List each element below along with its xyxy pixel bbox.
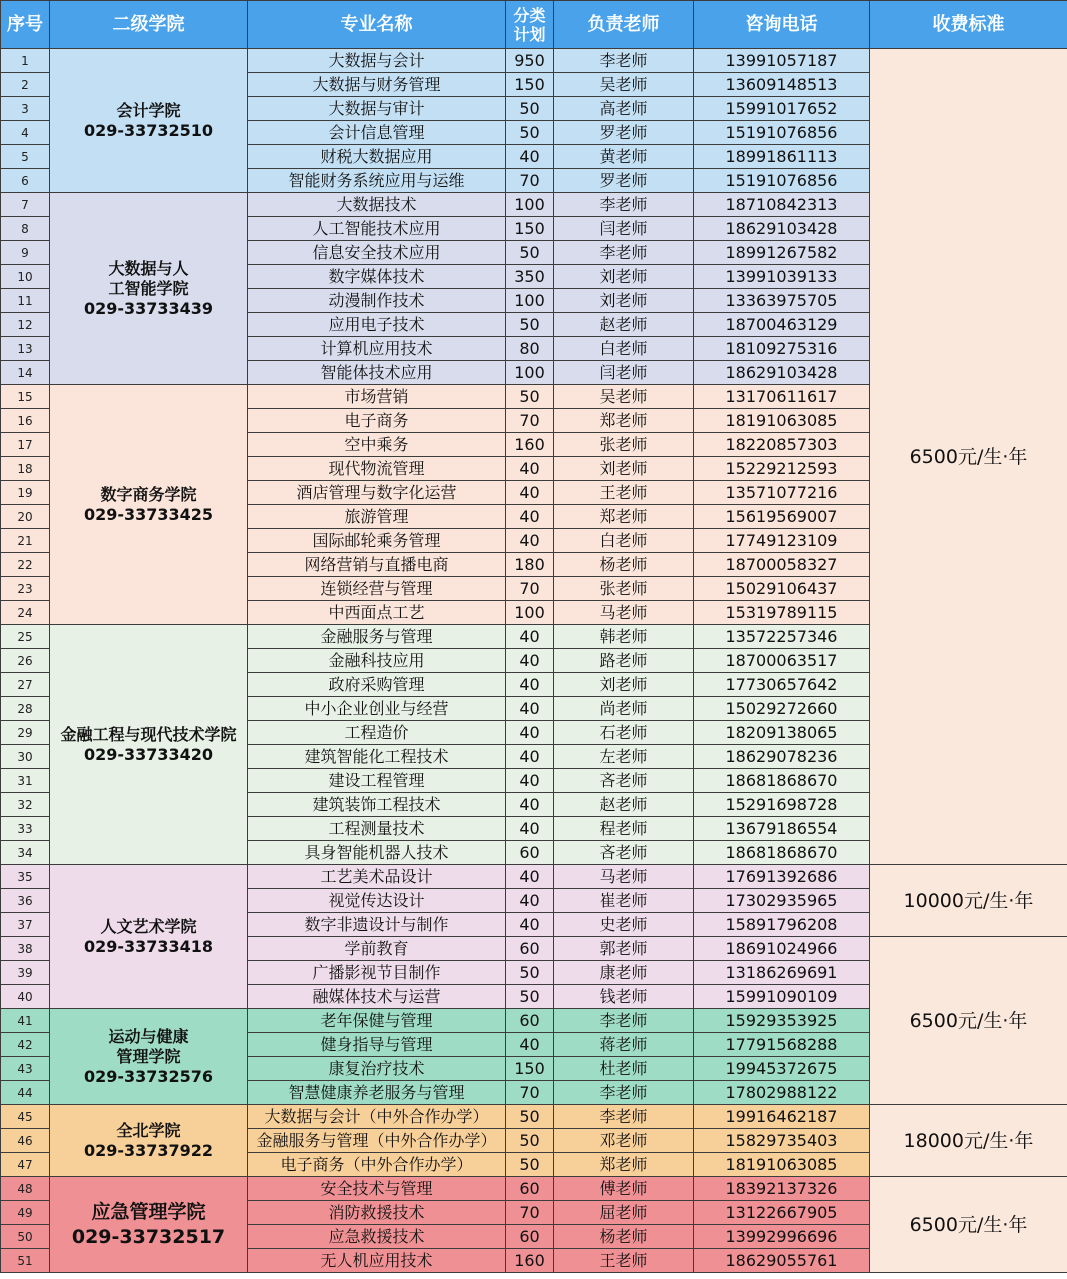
teacher-name: 左老师 — [554, 745, 694, 769]
contact-phone: 17730657642 — [694, 673, 870, 697]
contact-phone: 18629055761 — [694, 1249, 870, 1273]
major-name: 应用电子技术 — [248, 313, 506, 337]
teacher-name: 马老师 — [554, 865, 694, 889]
plan-count: 60 — [506, 1009, 554, 1033]
plan-count: 40 — [506, 793, 554, 817]
table-row — [1, 1177, 1067, 1201]
contact-phone: 18991267582 — [694, 241, 870, 265]
major-name: 电子商务（中外合作办学） — [248, 1153, 506, 1177]
contact-phone: 15991090109 — [694, 985, 870, 1009]
row-seq: 46 — [1, 1129, 50, 1153]
plan-count: 160 — [506, 433, 554, 457]
plan-count: 50 — [506, 121, 554, 145]
contact-phone: 13363975705 — [694, 289, 870, 313]
plan-count: 50 — [506, 385, 554, 409]
contact-phone: 13186269691 — [694, 961, 870, 985]
teacher-name: 邓老师 — [554, 1129, 694, 1153]
plan-count: 70 — [506, 169, 554, 193]
plan-count: 50 — [506, 961, 554, 985]
plan-count: 40 — [506, 913, 554, 937]
row-seq: 41 — [1, 1009, 50, 1033]
contact-phone: 15191076856 — [694, 169, 870, 193]
teacher-name: 尚老师 — [554, 697, 694, 721]
header-row — [1, 1, 1067, 49]
contact-phone: 18991861113 — [694, 145, 870, 169]
plan-count: 40 — [506, 481, 554, 505]
college-cell — [50, 1009, 248, 1105]
plan-count: 50 — [506, 985, 554, 1009]
major-name: 工艺美术品设计 — [248, 865, 506, 889]
major-name: 金融服务与管理 — [248, 625, 506, 649]
contact-phone: 18629078236 — [694, 745, 870, 769]
teacher-name: 李老师 — [554, 1009, 694, 1033]
row-seq: 36 — [1, 889, 50, 913]
fee-cell: 6500元/生·年 — [870, 937, 1067, 1105]
teacher-name: 白老师 — [554, 529, 694, 553]
contact-phone: 18700063517 — [694, 649, 870, 673]
contact-phone: 17749123109 — [694, 529, 870, 553]
contact-phone: 17302935965 — [694, 889, 870, 913]
row-seq: 20 — [1, 505, 50, 529]
contact-phone: 13571077216 — [694, 481, 870, 505]
teacher-name: 吴老师 — [554, 385, 694, 409]
teacher-name: 王老师 — [554, 1249, 694, 1273]
table-row — [1, 1105, 1067, 1129]
plan-count: 50 — [506, 313, 554, 337]
contact-phone: 15029106437 — [694, 577, 870, 601]
teacher-name: 李老师 — [554, 1105, 694, 1129]
plan-count: 40 — [506, 817, 554, 841]
plan-count: 40 — [506, 865, 554, 889]
contact-phone: 18191063085 — [694, 1153, 870, 1177]
teacher-name: 李老师 — [554, 241, 694, 265]
contact-phone: 15319789115 — [694, 601, 870, 625]
major-name: 空中乘务 — [248, 433, 506, 457]
plan-count: 60 — [506, 937, 554, 961]
college-cell — [50, 1177, 248, 1273]
college-name: 应急管理学院 — [91, 1200, 206, 1223]
header-plan: 分类计划 — [506, 1, 554, 49]
row-seq: 24 — [1, 601, 50, 625]
major-name: 国际邮轮乘务管理 — [248, 529, 506, 553]
major-name: 应急救援技术 — [248, 1225, 506, 1249]
plan-count: 50 — [506, 1105, 554, 1129]
major-name: 智能财务系统应用与运维 — [248, 169, 506, 193]
plan-count: 100 — [506, 193, 554, 217]
college-name: 数字商务学院 — [100, 484, 197, 504]
contact-phone: 15891796208 — [694, 913, 870, 937]
college-cell — [50, 865, 248, 1009]
table-row — [1, 865, 1067, 889]
teacher-name: 崔老师 — [554, 889, 694, 913]
major-name: 视觉传达设计 — [248, 889, 506, 913]
row-seq: 16 — [1, 409, 50, 433]
row-seq: 5 — [1, 145, 50, 169]
teacher-name: 康老师 — [554, 961, 694, 985]
major-name: 中小企业创业与经营 — [248, 697, 506, 721]
major-name: 市场营销 — [248, 385, 506, 409]
contact-phone: 13572257346 — [694, 625, 870, 649]
contact-phone: 18700058327 — [694, 553, 870, 577]
major-name: 动漫制作技术 — [248, 289, 506, 313]
row-seq: 50 — [1, 1225, 50, 1249]
row-seq: 42 — [1, 1033, 50, 1057]
row-seq: 28 — [1, 697, 50, 721]
major-name: 现代物流管理 — [248, 457, 506, 481]
row-seq: 10 — [1, 265, 50, 289]
major-name: 电子商务 — [248, 409, 506, 433]
college-phone: 029-33733418 — [83, 936, 214, 956]
header-fee: 收费标准 — [870, 1, 1067, 49]
row-seq: 13 — [1, 337, 50, 361]
row-seq: 19 — [1, 481, 50, 505]
plan-count: 40 — [506, 505, 554, 529]
college-phone: 029-33732517 — [71, 1225, 226, 1248]
teacher-name: 钱老师 — [554, 985, 694, 1009]
table-row — [1, 49, 1067, 73]
plan-count: 70 — [506, 1201, 554, 1225]
header-seq: 序号 — [1, 1, 50, 49]
row-seq: 12 — [1, 313, 50, 337]
major-name: 连锁经营与管理 — [248, 577, 506, 601]
teacher-name: 闫老师 — [554, 361, 694, 385]
major-name: 工程造价 — [248, 721, 506, 745]
major-name: 金融服务与管理（中外合作办学） — [248, 1129, 506, 1153]
contact-phone: 15619569007 — [694, 505, 870, 529]
header-phone: 咨询电话 — [694, 1, 870, 49]
teacher-name: 马老师 — [554, 601, 694, 625]
major-name: 建设工程管理 — [248, 769, 506, 793]
major-name: 学前教育 — [248, 937, 506, 961]
table-body — [1, 49, 1067, 1273]
contact-phone: 18710842313 — [694, 193, 870, 217]
teacher-name: 郑老师 — [554, 409, 694, 433]
major-name: 信息安全技术应用 — [248, 241, 506, 265]
major-name: 融媒体技术与运营 — [248, 985, 506, 1009]
row-seq: 3 — [1, 97, 50, 121]
teacher-name: 吝老师 — [554, 841, 694, 865]
contact-phone: 13992996696 — [694, 1225, 870, 1249]
row-seq: 4 — [1, 121, 50, 145]
plan-count: 50 — [506, 97, 554, 121]
contact-phone: 15291698728 — [694, 793, 870, 817]
teacher-name: 李老师 — [554, 49, 694, 73]
plan-count: 350 — [506, 265, 554, 289]
row-seq: 8 — [1, 217, 50, 241]
major-name: 老年保健与管理 — [248, 1009, 506, 1033]
contact-phone: 18681868670 — [694, 841, 870, 865]
teacher-name: 蒋老师 — [554, 1033, 694, 1057]
contact-phone: 13170611617 — [694, 385, 870, 409]
row-seq: 26 — [1, 649, 50, 673]
teacher-name: 白老师 — [554, 337, 694, 361]
fee-cell: 6500元/生·年 — [870, 49, 1067, 865]
row-seq: 23 — [1, 577, 50, 601]
row-seq: 17 — [1, 433, 50, 457]
teacher-name: 赵老师 — [554, 793, 694, 817]
contact-phone: 17802988122 — [694, 1081, 870, 1105]
plan-count: 40 — [506, 625, 554, 649]
major-name: 安全技术与管理 — [248, 1177, 506, 1201]
college-cell — [50, 625, 248, 865]
teacher-name: 吴老师 — [554, 73, 694, 97]
row-seq: 9 — [1, 241, 50, 265]
major-name: 酒店管理与数字化运营 — [248, 481, 506, 505]
teacher-name: 韩老师 — [554, 625, 694, 649]
contact-phone: 15991017652 — [694, 97, 870, 121]
teacher-name: 路老师 — [554, 649, 694, 673]
major-name: 政府采购管理 — [248, 673, 506, 697]
contact-phone: 13122667905 — [694, 1201, 870, 1225]
plan-count: 40 — [506, 649, 554, 673]
row-seq: 22 — [1, 553, 50, 577]
major-name: 中西面点工艺 — [248, 601, 506, 625]
plan-count: 150 — [506, 1057, 554, 1081]
header-teacher: 负责老师 — [554, 1, 694, 49]
major-name: 智能体技术应用 — [248, 361, 506, 385]
college-phone: 029-33737922 — [83, 1140, 214, 1160]
college-phone: 029-33732510 — [83, 120, 214, 140]
plan-count: 40 — [506, 673, 554, 697]
plan-count: 70 — [506, 1081, 554, 1105]
plan-count: 150 — [506, 73, 554, 97]
teacher-name: 郑老师 — [554, 1153, 694, 1177]
teacher-name: 王老师 — [554, 481, 694, 505]
major-name: 计算机应用技术 — [248, 337, 506, 361]
college-name: 大数据与人 工智能学院 — [108, 258, 189, 298]
plan-count: 50 — [506, 1129, 554, 1153]
major-name: 财税大数据应用 — [248, 145, 506, 169]
plan-count: 180 — [506, 553, 554, 577]
teacher-name: 史老师 — [554, 913, 694, 937]
major-name: 数字非遗设计与制作 — [248, 913, 506, 937]
teacher-name: 吝老师 — [554, 769, 694, 793]
teacher-name: 李老师 — [554, 193, 694, 217]
plan-count: 60 — [506, 1177, 554, 1201]
major-name: 建筑智能化工程技术 — [248, 745, 506, 769]
plan-count: 100 — [506, 601, 554, 625]
contact-phone: 18109275316 — [694, 337, 870, 361]
row-seq: 35 — [1, 865, 50, 889]
major-name: 健身指导与管理 — [248, 1033, 506, 1057]
major-name: 无人机应用技术 — [248, 1249, 506, 1273]
row-seq: 37 — [1, 913, 50, 937]
row-seq: 15 — [1, 385, 50, 409]
college-name: 会计学院 — [116, 100, 181, 120]
plan-count: 160 — [506, 1249, 554, 1273]
contact-phone: 18629103428 — [694, 217, 870, 241]
college-name: 全北学院 — [116, 1120, 181, 1140]
plan-count: 40 — [506, 769, 554, 793]
plan-count: 60 — [506, 1225, 554, 1249]
major-name: 大数据与会计（中外合作办学） — [248, 1105, 506, 1129]
college-name: 金融工程与现代技术学院 — [60, 724, 237, 744]
row-seq: 48 — [1, 1177, 50, 1201]
college-cell — [50, 1105, 248, 1177]
row-seq: 47 — [1, 1153, 50, 1177]
contact-phone: 18191063085 — [694, 409, 870, 433]
header-major: 专业名称 — [248, 1, 506, 49]
teacher-name: 刘老师 — [554, 673, 694, 697]
teacher-name: 李老师 — [554, 1081, 694, 1105]
contact-phone: 18629103428 — [694, 361, 870, 385]
plan-count: 950 — [506, 49, 554, 73]
row-seq: 7 — [1, 193, 50, 217]
plan-count: 70 — [506, 577, 554, 601]
plan-count: 40 — [506, 529, 554, 553]
major-name: 消防救援技术 — [248, 1201, 506, 1225]
contact-phone: 19945372675 — [694, 1057, 870, 1081]
row-seq: 32 — [1, 793, 50, 817]
major-name: 网络营销与直播电商 — [248, 553, 506, 577]
contact-phone: 18209138065 — [694, 721, 870, 745]
teacher-name: 罗老师 — [554, 169, 694, 193]
row-seq: 2 — [1, 73, 50, 97]
major-name: 会计信息管理 — [248, 121, 506, 145]
row-seq: 18 — [1, 457, 50, 481]
plan-count: 60 — [506, 841, 554, 865]
plan-count: 40 — [506, 1033, 554, 1057]
teacher-name: 黄老师 — [554, 145, 694, 169]
row-seq: 44 — [1, 1081, 50, 1105]
teacher-name: 郭老师 — [554, 937, 694, 961]
major-name: 旅游管理 — [248, 505, 506, 529]
major-name: 智慧健康养老服务与管理 — [248, 1081, 506, 1105]
plan-count: 40 — [506, 889, 554, 913]
row-seq: 51 — [1, 1249, 50, 1273]
contact-phone: 15829735403 — [694, 1129, 870, 1153]
contact-phone: 18691024966 — [694, 937, 870, 961]
teacher-name: 杜老师 — [554, 1057, 694, 1081]
teacher-name: 程老师 — [554, 817, 694, 841]
major-name: 数字媒体技术 — [248, 265, 506, 289]
row-seq: 49 — [1, 1201, 50, 1225]
teacher-name: 屈老师 — [554, 1201, 694, 1225]
plan-count: 40 — [506, 145, 554, 169]
college-phone: 029-33733420 — [83, 744, 214, 764]
teacher-name: 杨老师 — [554, 1225, 694, 1249]
teacher-name: 石老师 — [554, 721, 694, 745]
row-seq: 27 — [1, 673, 50, 697]
plan-count: 40 — [506, 721, 554, 745]
contact-phone: 18681868670 — [694, 769, 870, 793]
row-seq: 11 — [1, 289, 50, 313]
major-name: 具身智能机器人技术 — [248, 841, 506, 865]
row-seq: 43 — [1, 1057, 50, 1081]
row-seq: 14 — [1, 361, 50, 385]
contact-phone: 15029272660 — [694, 697, 870, 721]
contact-phone: 17691392686 — [694, 865, 870, 889]
major-name: 大数据与会计 — [248, 49, 506, 73]
college-phone: 029-33733425 — [83, 504, 214, 524]
teacher-name: 刘老师 — [554, 457, 694, 481]
college-cell — [50, 385, 248, 625]
major-name: 大数据与审计 — [248, 97, 506, 121]
major-name: 金融科技应用 — [248, 649, 506, 673]
college-cell — [50, 193, 248, 385]
row-seq: 1 — [1, 49, 50, 73]
major-name: 人工智能技术应用 — [248, 217, 506, 241]
contact-phone: 15929353925 — [694, 1009, 870, 1033]
college-name: 人文艺术学院 — [100, 916, 197, 936]
major-name: 大数据技术 — [248, 193, 506, 217]
teacher-name: 高老师 — [554, 97, 694, 121]
row-seq: 33 — [1, 817, 50, 841]
plan-count: 100 — [506, 361, 554, 385]
teacher-name: 傅老师 — [554, 1177, 694, 1201]
college-phone: 029-33733439 — [83, 298, 214, 318]
row-seq: 39 — [1, 961, 50, 985]
teacher-name: 赵老师 — [554, 313, 694, 337]
major-name: 工程测量技术 — [248, 817, 506, 841]
row-seq: 40 — [1, 985, 50, 1009]
plan-count: 40 — [506, 457, 554, 481]
contact-phone: 18220857303 — [694, 433, 870, 457]
row-seq: 38 — [1, 937, 50, 961]
row-seq: 30 — [1, 745, 50, 769]
contact-phone: 19916462187 — [694, 1105, 870, 1129]
teacher-name: 郑老师 — [554, 505, 694, 529]
contact-phone: 17791568288 — [694, 1033, 870, 1057]
row-seq: 29 — [1, 721, 50, 745]
plan-count: 150 — [506, 217, 554, 241]
major-name: 广播影视节目制作 — [248, 961, 506, 985]
major-name: 康复治疗技术 — [248, 1057, 506, 1081]
contact-phone: 13679186554 — [694, 817, 870, 841]
major-name: 大数据与财务管理 — [248, 73, 506, 97]
plan-count: 40 — [506, 697, 554, 721]
plan-count: 40 — [506, 745, 554, 769]
plan-count: 50 — [506, 1153, 554, 1177]
row-seq: 25 — [1, 625, 50, 649]
fee-cell: 18000元/生·年 — [870, 1105, 1067, 1177]
plan-count: 80 — [506, 337, 554, 361]
row-seq: 34 — [1, 841, 50, 865]
plan-count: 50 — [506, 241, 554, 265]
contact-phone: 18700463129 — [694, 313, 870, 337]
contact-phone: 15229212593 — [694, 457, 870, 481]
fee-cell: 6500元/生·年 — [870, 1177, 1067, 1273]
teacher-name: 刘老师 — [554, 289, 694, 313]
fee-cell: 10000元/生·年 — [870, 865, 1067, 937]
major-name: 建筑装饰工程技术 — [248, 793, 506, 817]
college-cell — [50, 49, 248, 193]
row-seq: 45 — [1, 1105, 50, 1129]
contact-phone: 13991039133 — [694, 265, 870, 289]
contact-phone: 18392137326 — [694, 1177, 870, 1201]
teacher-name: 张老师 — [554, 577, 694, 601]
plan-count: 100 — [506, 289, 554, 313]
header-college: 二级学院 — [50, 1, 248, 49]
contact-phone: 13991057187 — [694, 49, 870, 73]
teacher-name: 刘老师 — [554, 265, 694, 289]
college-phone: 029-33732576 — [83, 1066, 214, 1086]
teacher-name: 杨老师 — [554, 553, 694, 577]
contact-phone: 15191076856 — [694, 121, 870, 145]
contact-phone: 13609148513 — [694, 73, 870, 97]
teacher-name: 张老师 — [554, 433, 694, 457]
row-seq: 21 — [1, 529, 50, 553]
row-seq: 6 — [1, 169, 50, 193]
plan-count: 70 — [506, 409, 554, 433]
row-seq: 31 — [1, 769, 50, 793]
college-name: 运动与健康 管理学院 — [108, 1026, 189, 1066]
teacher-name: 闫老师 — [554, 217, 694, 241]
teacher-name: 罗老师 — [554, 121, 694, 145]
